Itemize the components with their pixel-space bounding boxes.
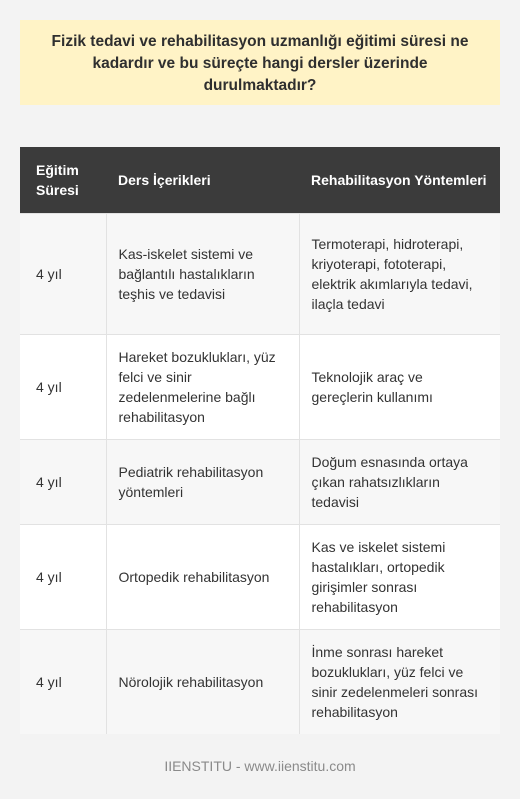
header-education-duration: Eğitim Süresi [20,147,106,213]
table-row [20,439,500,524]
cell-method: Teknolojik araç ve gereçlerin kullanımı [299,334,500,439]
cell-course: Nörolojik rehabilitasyon [106,629,299,734]
cell-duration: 4 yıl [20,334,106,439]
info-table [20,147,500,734]
cell-duration: 4 yıl [20,524,106,629]
cell-course: Ortopedik rehabilitasyon [106,524,299,629]
cell-course: Kas-iskelet sistemi ve bağlantılı hastalıkların teşhis ve tedavisi [106,213,299,334]
cell-method: Termoterapi, hidroterapi, kriyoterapi, fototerapi, elektrik akımlarıyla tedavi, ilaçla tedavi [299,213,500,334]
cell-method: İnme sonrası hareket bozuklukları, yüz felci ve sinir zedelenmeleri sonrası rehabilitasyon [299,629,500,734]
question-box [20,20,500,105]
table-header-row [20,147,500,213]
cell-duration: 4 yıl [20,629,106,734]
table-row [20,629,500,734]
header-rehab-methods: Rehabilitasyon Yöntemleri [299,147,500,213]
cell-duration: 4 yıl [20,213,106,334]
table-row [20,213,500,334]
cell-method: Doğum esnasında ortaya çıkan rahatsızlıkların tedavisi [299,439,500,524]
cell-course: Hareket bozuklukları, yüz felci ve sinir zedelenmelerine bağlı rehabilitasyon [106,334,299,439]
question-text: Fizik tedavi ve rehabilitasyon uzmanlığı eğitimi süresi ne kadardır ve bu süreçte hangi dersler üzerinde durulmaktadır? [51,33,469,94]
footer-credit: IIENSTITU - www.iienstitu.com [164,758,356,774]
header-course-contents: Ders İçerikleri [106,147,299,213]
cell-course: Pediatrik rehabilitasyon yöntemleri [106,439,299,524]
cell-method: Kas ve iskelet sistemi hastalıkları, ortopedik girişimler sonrası rehabilitasyon [299,524,500,629]
table-row [20,524,500,629]
table-row [20,334,500,439]
cell-duration: 4 yıl [20,439,106,524]
